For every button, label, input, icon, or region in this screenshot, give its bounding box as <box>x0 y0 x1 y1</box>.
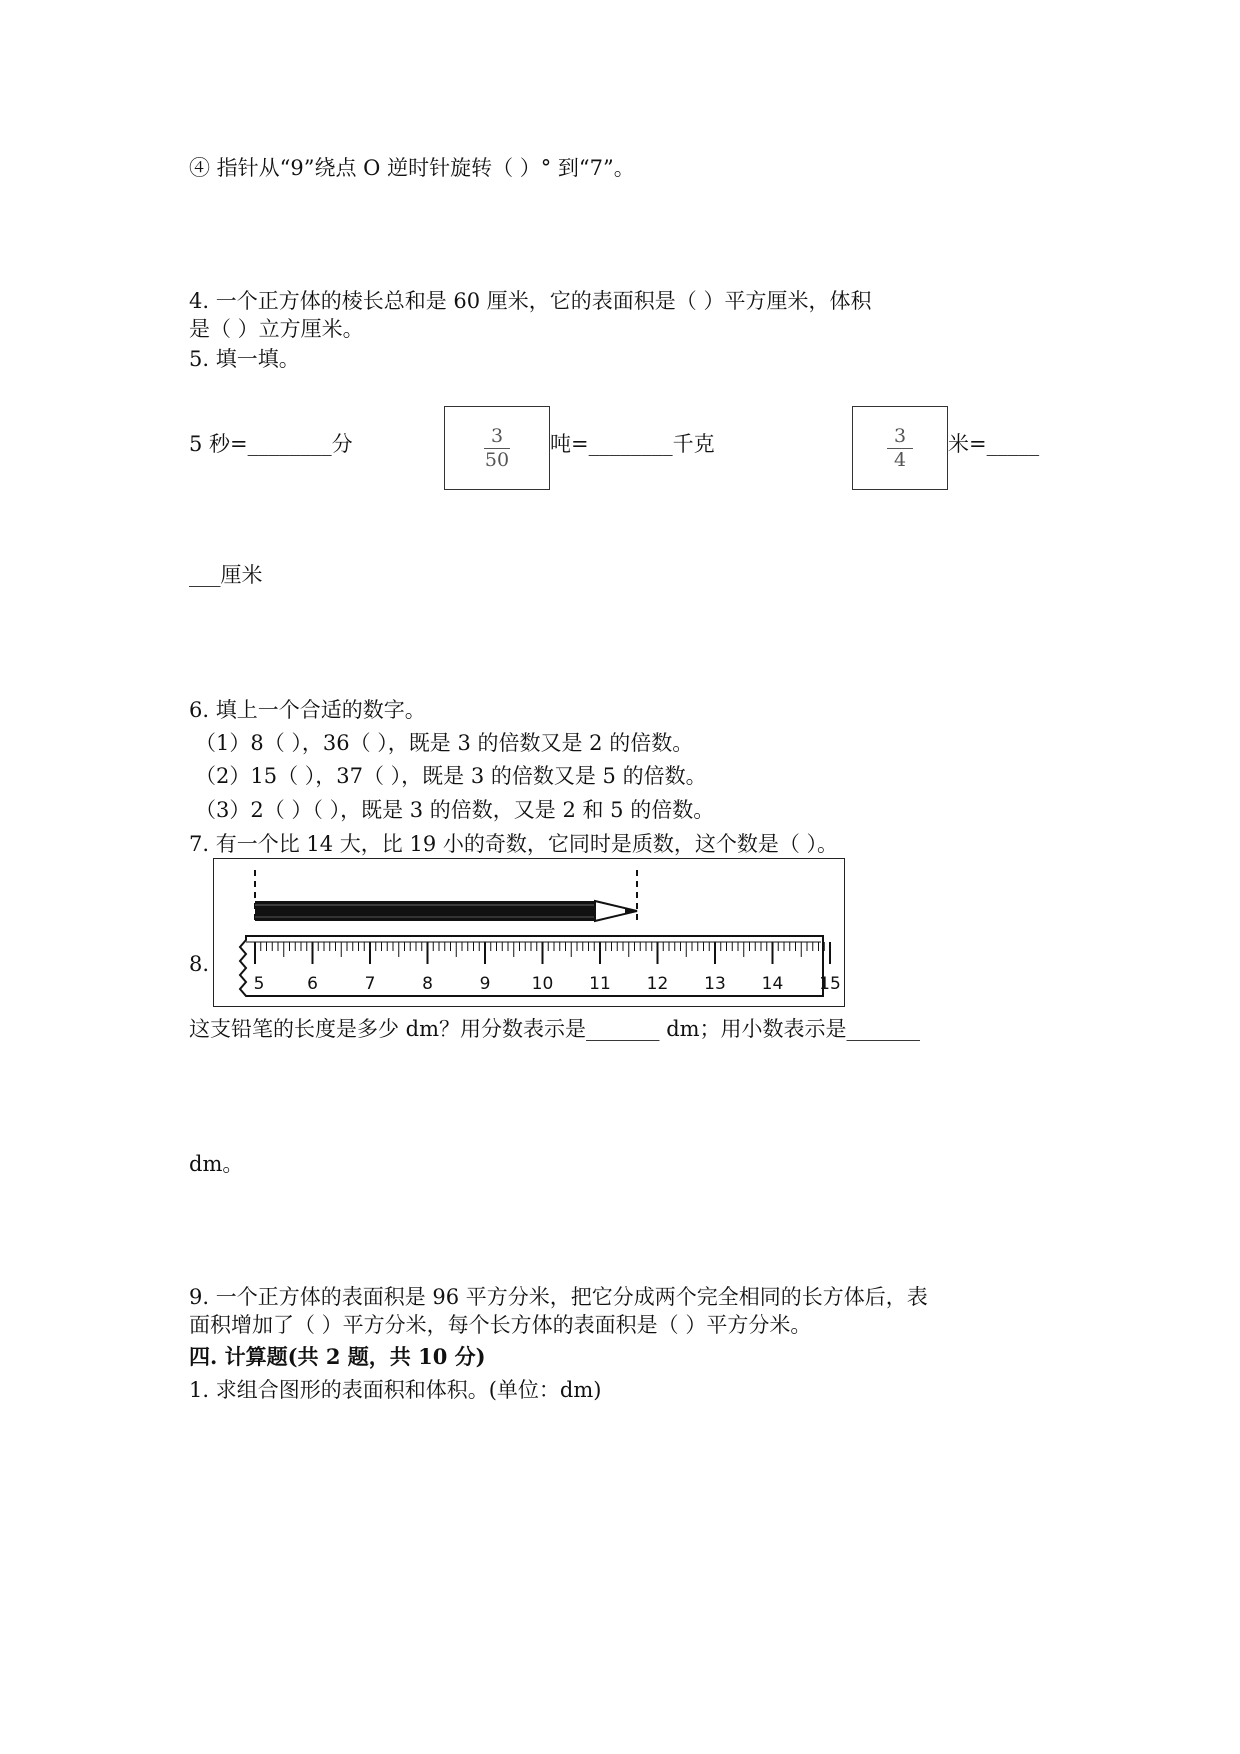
fraction-denominator: 50 <box>484 448 510 471</box>
q5-part2: 吨=________千克 <box>550 432 715 456</box>
ruler-label: 12 <box>646 974 669 994</box>
q5-part3-continuation: ___厘米 <box>189 563 263 587</box>
fraction-3-50 <box>484 426 510 471</box>
q6-item-1: （1）8（ ），36（ ），既是 3 的倍数又是 2 的倍数。 <box>195 731 694 755</box>
q6-title: 6. 填上一个合适的数字。 <box>189 698 426 722</box>
fraction-box-1 <box>444 406 550 490</box>
q9-line1: 9. 一个正方体的表面积是 96 平方分米，把它分成两个完全相同的长方体后，表 <box>189 1285 928 1309</box>
fraction-numerator: 3 <box>893 424 907 447</box>
ruler-label: 14 <box>761 974 784 994</box>
ruler-label: 9 <box>479 974 491 994</box>
ruler-label: 10 <box>531 974 554 994</box>
q4-line1: 4. 一个正方体的棱长总和是 60 厘米，它的表面积是（ ）平方厘米，体积 <box>189 289 872 313</box>
ruler-label: 7 <box>364 974 376 994</box>
q5-title: 5. 填一填。 <box>189 347 300 371</box>
section-4-heading: 四. 计算题(共 2 题，共 10 分) <box>189 1344 486 1369</box>
ruler-label: 8 <box>422 974 433 994</box>
q9-line2: 面积增加了（ ）平方分米，每个长方体的表面积是（ ）平方分米。 <box>189 1313 812 1337</box>
q3-4-text: ④ 指针从“9”绕点 O 逆时针旋转（ ）° 到“7”。 <box>189 156 635 180</box>
q6-item-3: （3）2（ ）（ ），既是 3 的倍数，又是 2 和 5 的倍数。 <box>195 798 715 822</box>
section-4-q1: 1. 求组合图形的表面积和体积。(单位：dm) <box>189 1378 602 1402</box>
ruler-label: 15 <box>819 974 841 994</box>
q8-number: 8. <box>189 952 210 976</box>
q5-part3: 米=_____ <box>948 432 1040 456</box>
q7-text: 7. 有一个比 14 大，比 19 小的奇数，它同时是质数，这个数是（ ）。 <box>189 832 839 856</box>
q5-part1: 5 秒=________分 <box>189 432 353 456</box>
fraction-box-2 <box>852 406 948 490</box>
q6-item-2: （2）15（ ），37（ ），既是 3 的倍数又是 5 的倍数。 <box>195 764 707 788</box>
ruler-label: 11 <box>589 974 611 994</box>
q8-question-continuation: dm。 <box>189 1152 244 1176</box>
q8-question: 这支铅笔的长度是多少 dm？用分数表示是_______ dm；用小数表示是_______ <box>189 1017 921 1041</box>
ruler-label: 6 <box>307 974 318 994</box>
pencil-ruler-diagram <box>213 858 845 1008</box>
q4-line2: 是（ ）立方厘米。 <box>189 317 364 341</box>
ruler-label: 5 <box>253 974 265 994</box>
pencil-icon <box>255 901 637 921</box>
fraction-numerator: 3 <box>490 424 504 447</box>
ruler-label: 13 <box>704 974 726 994</box>
fraction-3-4 <box>887 426 913 471</box>
fraction-denominator: 4 <box>893 448 907 471</box>
ruler <box>240 936 841 996</box>
